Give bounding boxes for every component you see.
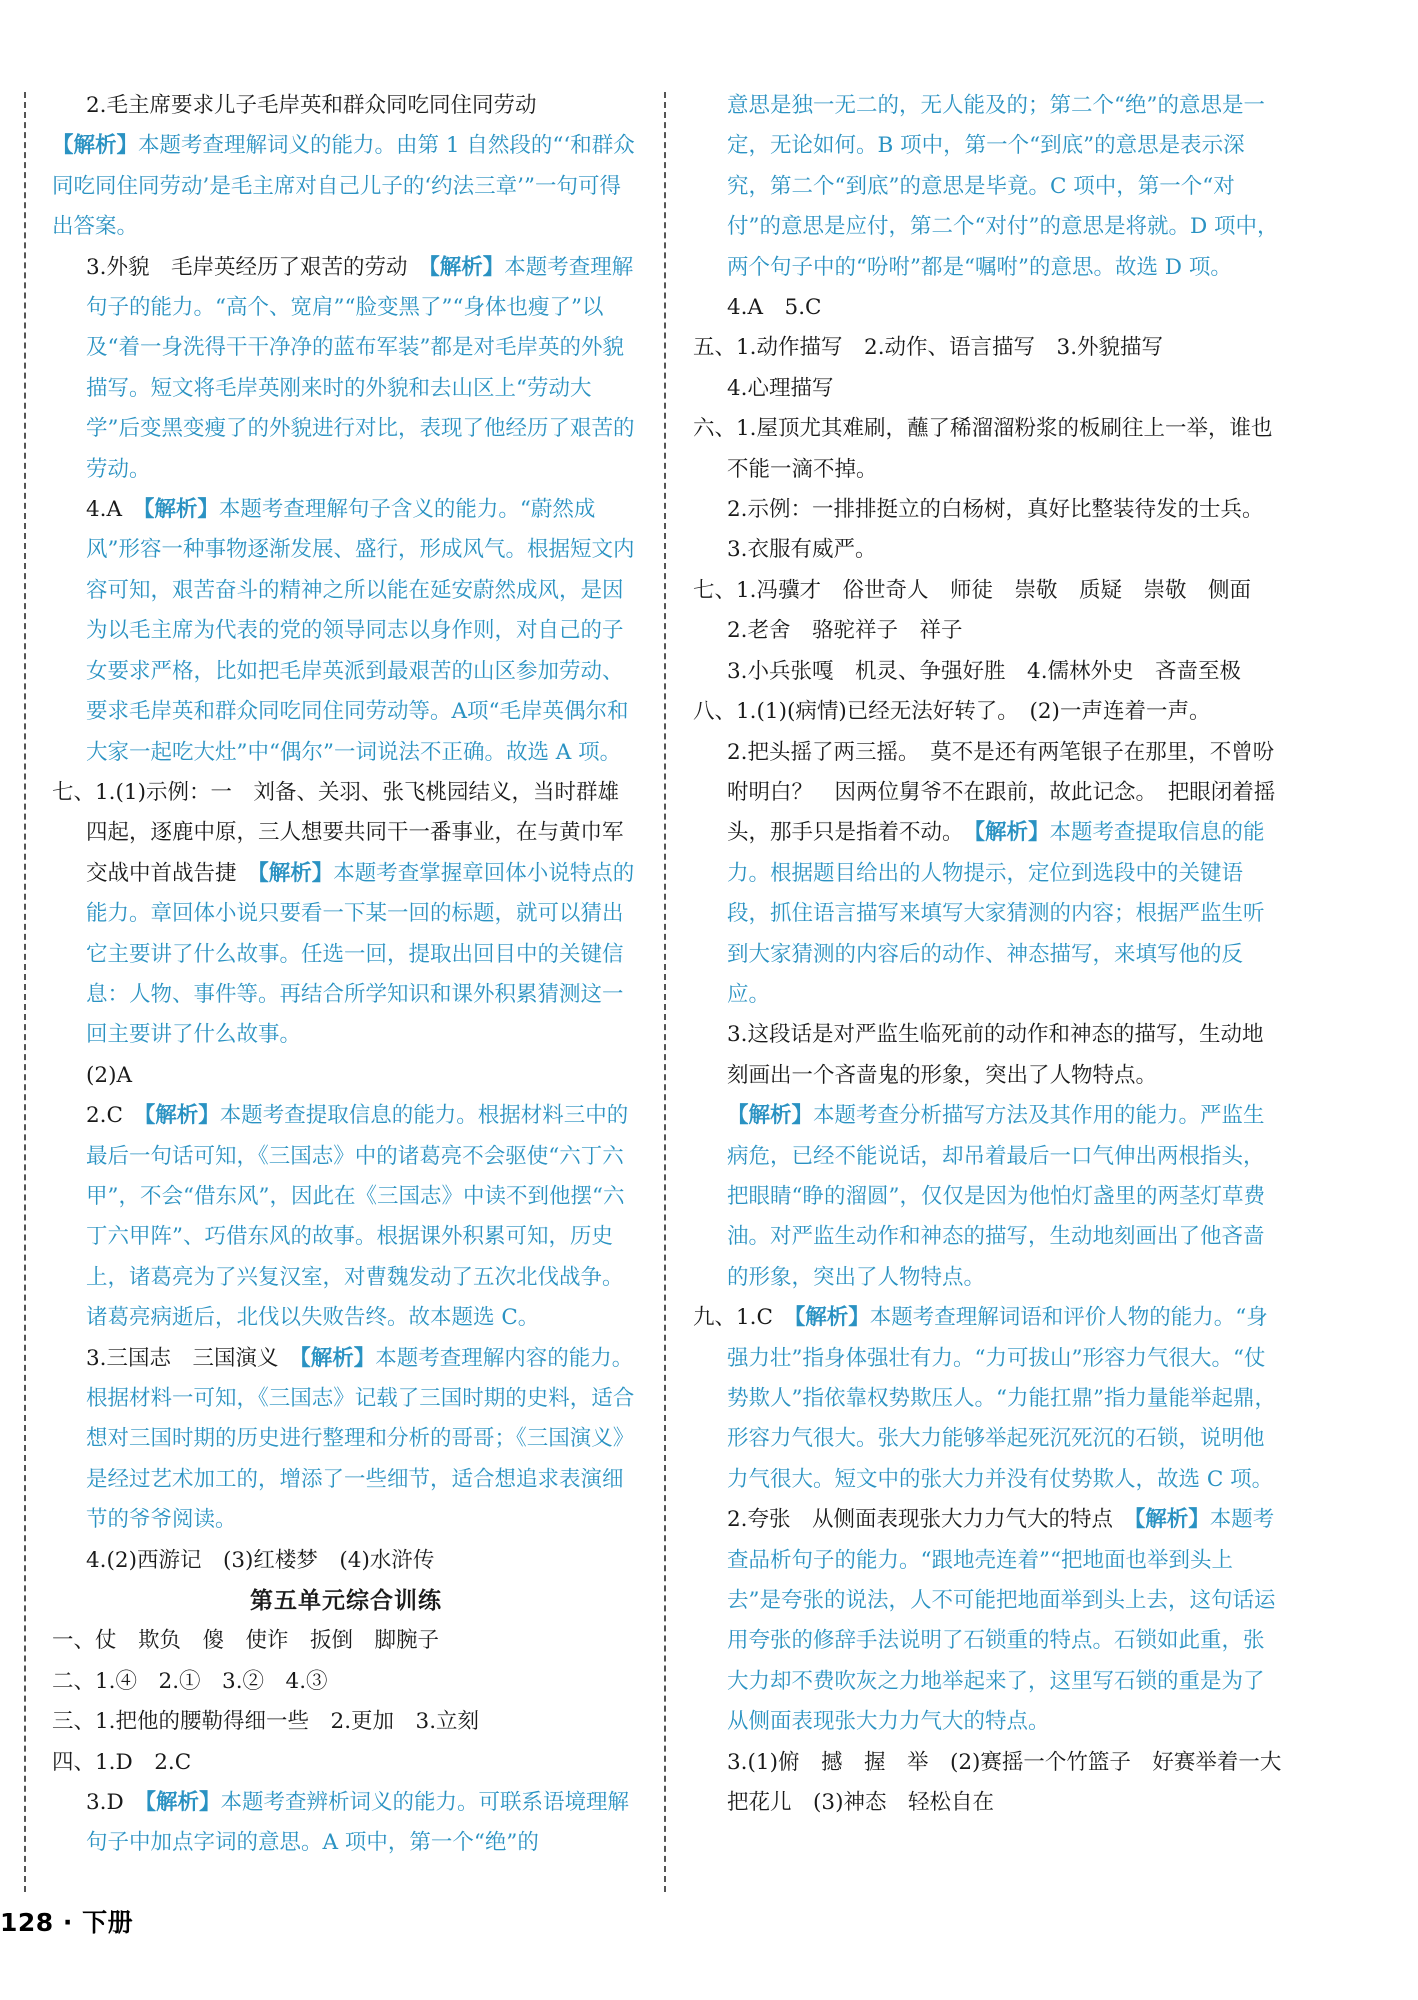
answer-text: 4.A [86,497,123,523]
analysis-tag: 【解析】 [258,860,334,886]
answer-text: 2.C [86,1103,123,1129]
analysis-tag: 【解析】 [52,133,139,159]
answer-text: 2.夸张 从侧面表现张大力力气大的特点 [727,1507,1114,1533]
answer-line: 2.示例：一排排挺立的白杨树，真好比整装待发的士兵。 [727,497,1264,523]
answer-line: 二、1.④ 2.① 3.② 4.③ [52,1668,328,1694]
analysis-text: 本题考查提取信息的能力。根据题目给出的人物提示，定位到选段中的关键语段，抓住语言描写来填写大家猜测的内容；根据严监生听到大家猜测的内容后的动作、神态描写，来填写他的反应。 [727,820,1265,1007]
analysis-text: 本题考查理解词义的能力。由第 1 自然段的“‘和群众同吃同住同劳动’是毛主席对自己儿子的‘约法三章’”一句可得出答案。 [52,133,635,240]
answer-line: 五、1.动作描写 2.动作、语言描写 3.外貌描写 [693,335,1164,361]
answer-line: 六、1.屋顶尤其难刷，蘸了稀溜溜粉浆的板刷往上一举，谁也不能一滴不掉。 [693,416,1273,482]
answer-text: 2.把头摇了两三摇。 莫不是还有两笔银子在那里，不曾吩咐明白？ 因两位舅爷不在跟前，故此记念。 把眼闭着摇头，那手只是指着不动。 [727,739,1276,846]
right-column [693,86,1285,1823]
answer-line: 2.毛主席要求儿子毛岸英和群众同吃同住同劳动 [86,93,537,118]
analysis-text: 本题考查提取信息的能力。根据材料三中的最后一句话可知，《三国志》中的诸葛亮不会驱使“六丁六甲”，不会“借东风”，因此在《三国志》中读不到他摆“六丁六甲阵”、巧借东风的故事。根据课外积累可知，历史上，诸葛亮为了兴复汉室，对曹魏发动了五次北伐战争。诸葛亮病逝后，北伐以失败告终。故本题选 C。 [86,1103,629,1331]
answer-text: 3.外貌 毛岸英经历了艰苦的劳动 [86,254,408,280]
section-title: 第五单元综合训练 [250,1588,442,1615]
answer-text: 3.三国志 三国演义 [86,1345,279,1371]
analysis-tag: 【解析】 [144,1103,220,1129]
analysis-text: 本题考查理解内容的能力。根据材料一可知，《三国志》记载了三国时期的史料，适合想对三国时期的历史进行整理和分析的哥哥；《三国演义》是经过艺术加工的，增添了一些细节，适合想追求表演细节的爷爷阅读。 [86,1345,635,1533]
analysis-tag: 【解析】 [794,1305,870,1331]
answer-line: 4.A 5.C [727,295,822,321]
analysis-tag: 【解析】 [300,1345,376,1371]
page-number: 128 · 下册 [0,1908,134,1937]
analysis-text: 本题考查理解词语和评价人物的能力。“身强力壮”指身体强壮有力。“力可拔山”形容力气很大。“仗势欺人”指依靠权势欺压人。“力能扛鼎”指力量能举起鼎，形容力气很大。张大力能够举起死沉死沉的石锁，说明他力气很大。短文中的张大力并没有仗势欺人，故选 C 项。 [727,1305,1276,1492]
left-column [52,86,640,1864]
analysis-tag: 【解析】 [143,497,219,523]
analysis-text: 本题考查理解句子的能力。“高个、宽肩”“脸变黑了”“身体也瘦了”以及“着一身洗得干干净净的蓝布军装”都是对毛岸英的外貌描写。短文将毛岸英刚来时的外貌和去山区上“劳动大学”后变黑变瘦了的外貌进行对比，表现了他经历了艰苦的劳动。 [86,254,635,482]
analysis-tag: 【解析】 [145,1790,221,1816]
analysis-tag: 【解析】 [727,1103,814,1129]
analysis-tag: 【解析】 [1134,1507,1210,1533]
answer-line: 八、1.(1)(病情)已经无法好转了。 (2)一声连着一声。 [693,699,1211,725]
answer-line: 3.(1)俯 撼 握 举 (2)赛摇一个竹篮子 好赛举着一大把花儿 (3)神态 轻松自在 [727,1749,1282,1816]
answer-line: 七、1.冯骥才 俗世奇人 师徒 崇敬 质疑 崇敬 侧面 [693,577,1252,603]
answer-line: 一、仗 欺负 傻 使诈 扳倒 脚腕子 [52,1628,440,1654]
analysis-text: 本题考查分析描写方法及其作用的能力。严监生病危，已经不能说话，却吊着最后一口气伸出两根指头，把眼睛“睁的溜圆”，仅仅是因为他怕灯盏里的两茎灯草费油。对严监生动作和神态的描写，生动地刻画出了他吝啬的形象，突出了人物特点。 [727,1103,1265,1290]
answer-text: 九、1.C [693,1305,773,1331]
answer-text: 3.D [86,1790,124,1816]
column-divider [664,92,666,1892]
answer-line: 2.老舍 骆驼祥子 祥子 [727,618,963,644]
answer-line: 4.(2)西游记 (3)红楼梦 (4)水浒传 [86,1547,435,1573]
answer-line: 3.这段话是对严监生临死前的动作和神态的描写，生动地刻画出一个吝啬鬼的形象，突出了人物特点。 [727,1022,1264,1088]
analysis-text: 本题考查辨析词义的能力。可联系语境理解句子中加点字词的意思。A 项中，第一个“绝”的 [86,1790,630,1856]
analysis-tag: 【解析】 [974,820,1050,846]
answer-line: 3.衣服有威严。 [727,537,877,563]
answer-line: (2)A [86,1062,132,1088]
analysis-text: 本题考查掌握章回体小说特点的能力。章回体小说只要看一下某一回的标题，就可以猜出它主要讲了什么故事。任选一回，提取出回目中的关键信息：人物、事件等。再结合所学知识和课外积累猜测这一回主要讲了什么故事。 [86,860,635,1048]
answer-line: 三、1.把他的腰勒得细一些 2.更加 3.立刻 [52,1709,480,1735]
answer-line: 4.心理描写 [727,375,834,401]
analysis-tag: 【解析】 [429,254,505,280]
answer-line: 四、1.D 2.C [52,1749,192,1775]
answer-line: 3.小兵张嘎 机灵、争强好胜 4.儒林外史 吝啬至极 [727,658,1242,684]
answer-text: 七、1.(1)示例：一 刘备、关羽、张飞桃园结义，当时群雄四起，逐鹿中原，三人想要共同干一番事业，在与黄巾军交战中首战告捷 [52,779,624,886]
analysis-text: 本题考查品析句子的能力。“跟地壳连着”“把地面也举到头上去”是夸张的说法，人不可能把地面举到头上去，这句话运用夸张的修辞手法说明了石锁重的特点。石锁如此重，张大力却不费吹灰之力地举起来了，这里写石锁的重是为了从侧面表现张大力力气大的特点。 [727,1507,1276,1735]
analysis-text: 本题考查理解句子含义的能力。“蔚然成风”形容一种事物逐渐发展、盛行，形成风气。根据短文内容可知，艰苦奋斗的精神之所以能在延安蔚然成风，是因为以毛主席为代表的党的领导同志以身作则，对自己的子女要求严格，比如把毛岸英派到最艰苦的山区参加劳动、要求毛岸英和群众同吃同住同劳动等。A项“毛岸英偶尔和大家一起吃大灶”中“偶尔”一词说法不正确。故选 A 项。 [86,497,635,765]
left-margin-rule [24,92,26,1892]
analysis-text: 意思是独一无二的，无人能及的；第二个“绝”的意思是一定，无论如何。B 项中，第一个“到底”的意思是表示深究，第二个“到底”的意思是毕竟。C 项中，第一个“对付”的意思是应付，第二个“对付”的意思是将就。D 项中，两个句子中的“吩咐”都是“嘱咐”的意思。故选 D 项。 [727,93,1279,280]
